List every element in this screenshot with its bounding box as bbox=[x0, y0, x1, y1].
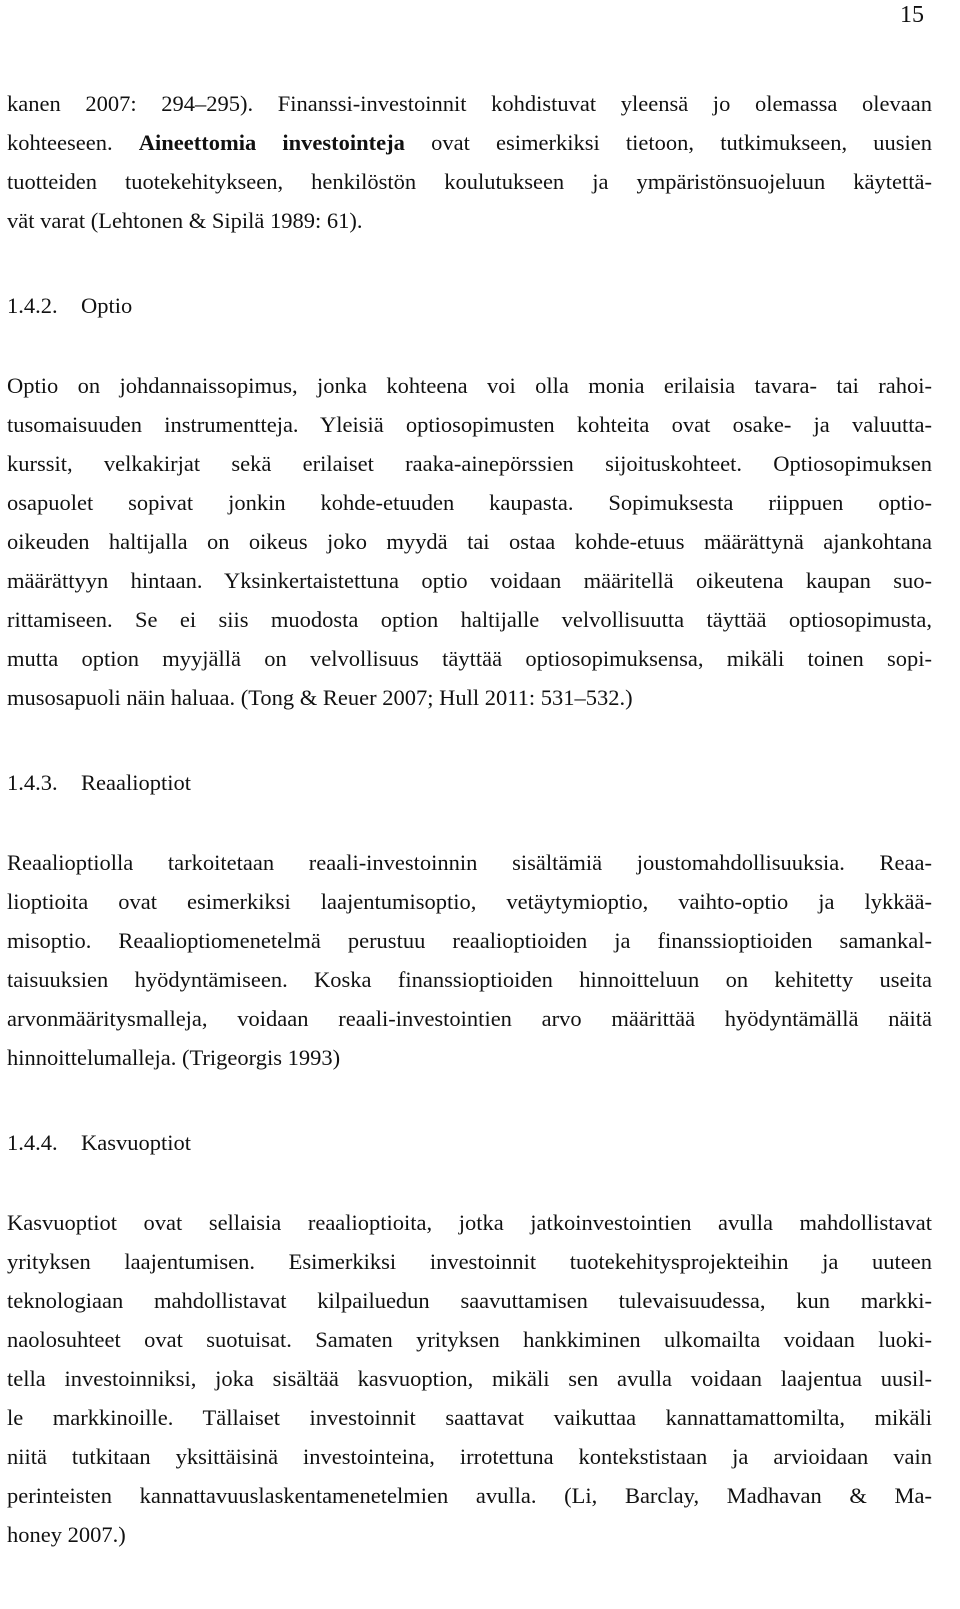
section-heading bbox=[7, 286, 932, 325]
text-line: kurssit, velkakirjat sekä erilaiset raaka-ainepörssien sijoituskohteet. Optiosopimuksen bbox=[7, 451, 932, 476]
text-line: niitä tutkitaan yksittäisinä investointeina, irrotettuna kontekstistaan ja arvioidaan vain bbox=[7, 1444, 932, 1469]
section-number: 1.4.2. bbox=[7, 293, 58, 318]
text-line: taisuuksien hyödyntämiseen. Koska finanssioptioiden hinnoitteluun on kehitetty useita bbox=[7, 967, 932, 992]
text-line: le markkinoille. Tällaiset investoinnit saattavat vaikuttaa kannattamattomilta, mikäli bbox=[7, 1405, 932, 1430]
text-line: tusomaisuuden instrumentteja. Yleisiä optiosopimusten kohteita ovat osake- ja valuutta- bbox=[7, 412, 932, 437]
text-line: osapuolet sopivat jonkin kohde-etuuden kaupasta. Sopimuksesta riippuen optio- bbox=[7, 490, 932, 515]
text-line: naolosuhteet ovat suotuisat. Samaten yrityksen hankkiminen ulkomailta voidaan luoki- bbox=[7, 1327, 932, 1352]
text-line: Optio on johdannaissopimus, jonka kohteena voi olla monia erilaisia tavara- tai rahoi- bbox=[7, 373, 932, 398]
section-title: Kasvuoptiot bbox=[81, 1130, 191, 1155]
emphasized-term: Aineettomia investointeja bbox=[138, 130, 405, 155]
text-line: tella investoinniksi, joka sisältää kasvuoption, mikäli sen avulla voidaan laajentua uusil- bbox=[7, 1366, 932, 1391]
text-line: teknologiaan mahdollistavat kilpailuedun saavuttamisen tulevaisuudessa, kun markki- bbox=[7, 1288, 932, 1313]
page-number: 15 bbox=[900, 2, 924, 28]
section-paragraph bbox=[7, 366, 932, 717]
section-heading bbox=[7, 1123, 932, 1162]
text-line: kanen 2007: 294–295). Finanssi-investoinnit kohdistuvat yleensä jo olemassa olevaan bbox=[7, 91, 932, 116]
text-line: mutta option myyjällä on velvollisuus täyttää optiosopimuksensa, mikäli toinen sopi- bbox=[7, 646, 932, 671]
text-line: hinnoittelumalleja. (Trigeorgis 1993) bbox=[7, 1045, 341, 1070]
text-fragment: ovat esimerkiksi tietoon, tutkimukseen, uusien bbox=[404, 130, 932, 155]
section-paragraph bbox=[7, 1203, 932, 1554]
text-line bbox=[7, 123, 932, 162]
section-heading bbox=[7, 763, 932, 802]
text-line: Reaalioptiolla tarkoitetaan reaali-investoinnin sisältämiä joustomahdollisuuksia. Reaa- bbox=[7, 850, 932, 875]
text-line: honey 2007.) bbox=[7, 1522, 126, 1547]
text-line: lioptioita ovat esimerkiksi laajentumisoptio, vetäytymioptio, vaihto-optio ja lykkää- bbox=[7, 889, 932, 914]
text-line: perinteisten kannattavuuslaskentamenetelmien avulla. (Li, Barclay, Madhavan & Ma- bbox=[7, 1483, 932, 1508]
text-line: misoptio. Reaalioptiomenetelmä perustuu reaalioptioiden ja finanssioptioiden samankal- bbox=[7, 928, 932, 953]
intro-paragraph bbox=[7, 84, 932, 240]
text-line: rittamiseen. Se ei siis muodosta option haltijalle velvollisuutta täyttää optiosopimusta, bbox=[7, 607, 932, 632]
document-body bbox=[7, 84, 932, 1554]
text-line: Kasvuoptiot ovat sellaisia reaalioptioita, jotka jatkoinvestointien avulla mahdollistavat bbox=[7, 1210, 932, 1235]
text-line: tuotteiden tuotekehitykseen, henkilöstön koulutukseen ja ympäristönsuojeluun käytettä- bbox=[7, 169, 932, 194]
section-title: Optio bbox=[81, 293, 133, 318]
text-line: vät varat (Lehtonen & Sipilä 1989: 61). bbox=[7, 208, 363, 233]
text-line: musosapuoli näin haluaa. (Tong & Reuer 2007; Hull 2011: 531–532.) bbox=[7, 685, 633, 710]
text-line: arvonmääritysmalleja, voidaan reaali-investointien arvo määrittää hyödyntämällä näitä bbox=[7, 1006, 932, 1031]
section-number: 1.4.4. bbox=[7, 1130, 58, 1155]
section-paragraph bbox=[7, 843, 932, 1077]
text-fragment: kohteeseen. bbox=[7, 130, 139, 155]
text-line: oikeuden haltijalla on oikeus joko myydä tai ostaa kohde-etuus määrättynä ajankohtana bbox=[7, 529, 932, 554]
text-line: määrättyyn hintaan. Yksinkertaistettuna optio voidaan määritellä oikeutena kaupan suo- bbox=[7, 568, 932, 593]
section-title: Reaalioptiot bbox=[81, 770, 191, 795]
text-line: yrityksen laajentumisen. Esimerkiksi investoinnit tuotekehitysprojekteihin ja uuteen bbox=[7, 1249, 932, 1274]
section-number: 1.4.3. bbox=[7, 770, 58, 795]
